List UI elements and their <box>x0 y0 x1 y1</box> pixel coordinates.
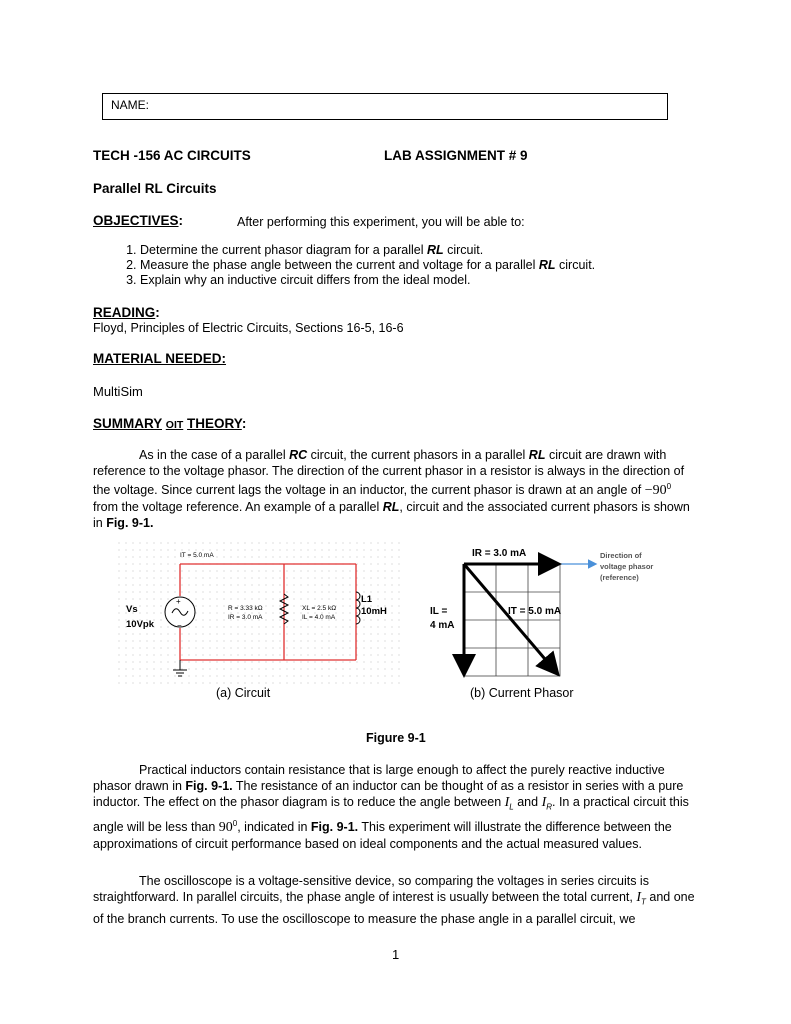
grid-background <box>118 542 400 684</box>
objectives-intro: After performing this experiment, you will be able to: <box>237 215 525 229</box>
figure-title: Figure 9-1 <box>366 731 426 745</box>
reference-label-1: Direction of <box>600 551 642 560</box>
material-heading: MATERIAL NEEDED: <box>93 351 227 366</box>
summary-heading: SUMMARY OIT THEORY: <box>93 416 247 431</box>
phasor-il-value: 4 mA <box>430 620 455 631</box>
objectives-list <box>93 243 693 288</box>
page-subtitle: Parallel RL Circuits <box>93 181 217 196</box>
source-plus: + <box>176 597 181 606</box>
theory-paragraph-3: The oscilloscope is a voltage-sensitive device, so comparing the voltages in series circuits is straightforward. In parallel circuits, the phase angle of interest is usually between the total current, $I_T$ and one of the branch currents. To use the oscilloscope to measure the phase angle in a parallel circuit, we <box>93 874 695 926</box>
course-title: TECH -156 AC CIRCUITS <box>93 148 251 163</box>
material-item: MultiSim <box>93 384 143 399</box>
inductor-current: IL = 4.0 mA <box>302 614 336 621</box>
source-minus: − <box>177 621 182 630</box>
theory-paragraph-2: Practical inductors contain resistance that is large enough to affect the purely reactive inductive phasor drawn in Fig. 9-1. The resistance of an inductor can be thought of as a resistor in series with a pure inductor. The effect on the phasor diagram is to reduce the angle between $I_L$ and $I_R$. In a practical circuit this angle will be less than $90^0$, indicated in Fig. 9-1. This experiment will illustrate the difference between the approximations of circuit performance based on ideal components and the actual measured values. <box>93 763 689 851</box>
reference-label-2: voltage phasor <box>600 562 654 571</box>
phasor-ir-label: IR = 3.0 mA <box>472 548 527 559</box>
circuit-total-current: IT = 5.0 mA <box>180 552 214 559</box>
inductor-value: 10mH <box>361 606 387 617</box>
name-label: NAME: <box>111 98 150 112</box>
objective-item: 1. Determine the current phasor diagram for a parallel RL circuit. <box>140 243 693 258</box>
assignment-title: LAB ASSIGNMENT # 9 <box>384 148 528 163</box>
it-phasor <box>464 564 556 672</box>
resistor-value: R = 3.33 kΩ <box>228 605 263 612</box>
inductor-label: L1 <box>361 594 373 605</box>
name-field[interactable] <box>102 93 668 120</box>
resistor-current: IR = 3.0 mA <box>228 614 263 621</box>
phasor-diagram <box>420 542 670 684</box>
reactance-value: XL = 2.5 kΩ <box>302 605 337 612</box>
objective-item: 3. Explain why an inductive circuit differs from the ideal model. <box>140 273 693 288</box>
source-label: Vs <box>126 604 138 615</box>
source-amplitude: 10Vpk <box>126 619 154 630</box>
objective-item: 2. Measure the phase angle between the current and voltage for a parallel RL circuit. <box>140 258 693 273</box>
page-number: 1 <box>392 947 400 962</box>
objectives-heading: OBJECTIVES: <box>93 213 184 228</box>
theory-paragraph-1: As in the case of a parallel RC circuit, the current phasors in a parallel RL circuit are drawn with reference to the voltage phasor. The direction of the current phasor in a resistor is always in the direction of the voltage. Since current lags the voltage in an inductor, the current phasor is drawn at an angle of $-90^0$ from the voltage reference. An example of a parallel RL, circuit and the associated current phasors is shown in Fig. 9-1. <box>93 448 690 531</box>
reading-heading: READING: <box>93 305 160 320</box>
phasor-it-label: IT = 5.0 mA <box>508 606 562 617</box>
phasor-il-label: IL = <box>430 606 448 617</box>
caption-circuit: (a) Circuit <box>216 686 271 700</box>
reading-text: Floyd, Principles of Electric Circuits, Sections 16-5, 16-6 <box>93 321 404 335</box>
circuit-diagram <box>118 542 400 684</box>
reference-label-3: (reference) <box>600 573 639 582</box>
caption-phasor: (b) Current Phasor <box>470 686 574 700</box>
